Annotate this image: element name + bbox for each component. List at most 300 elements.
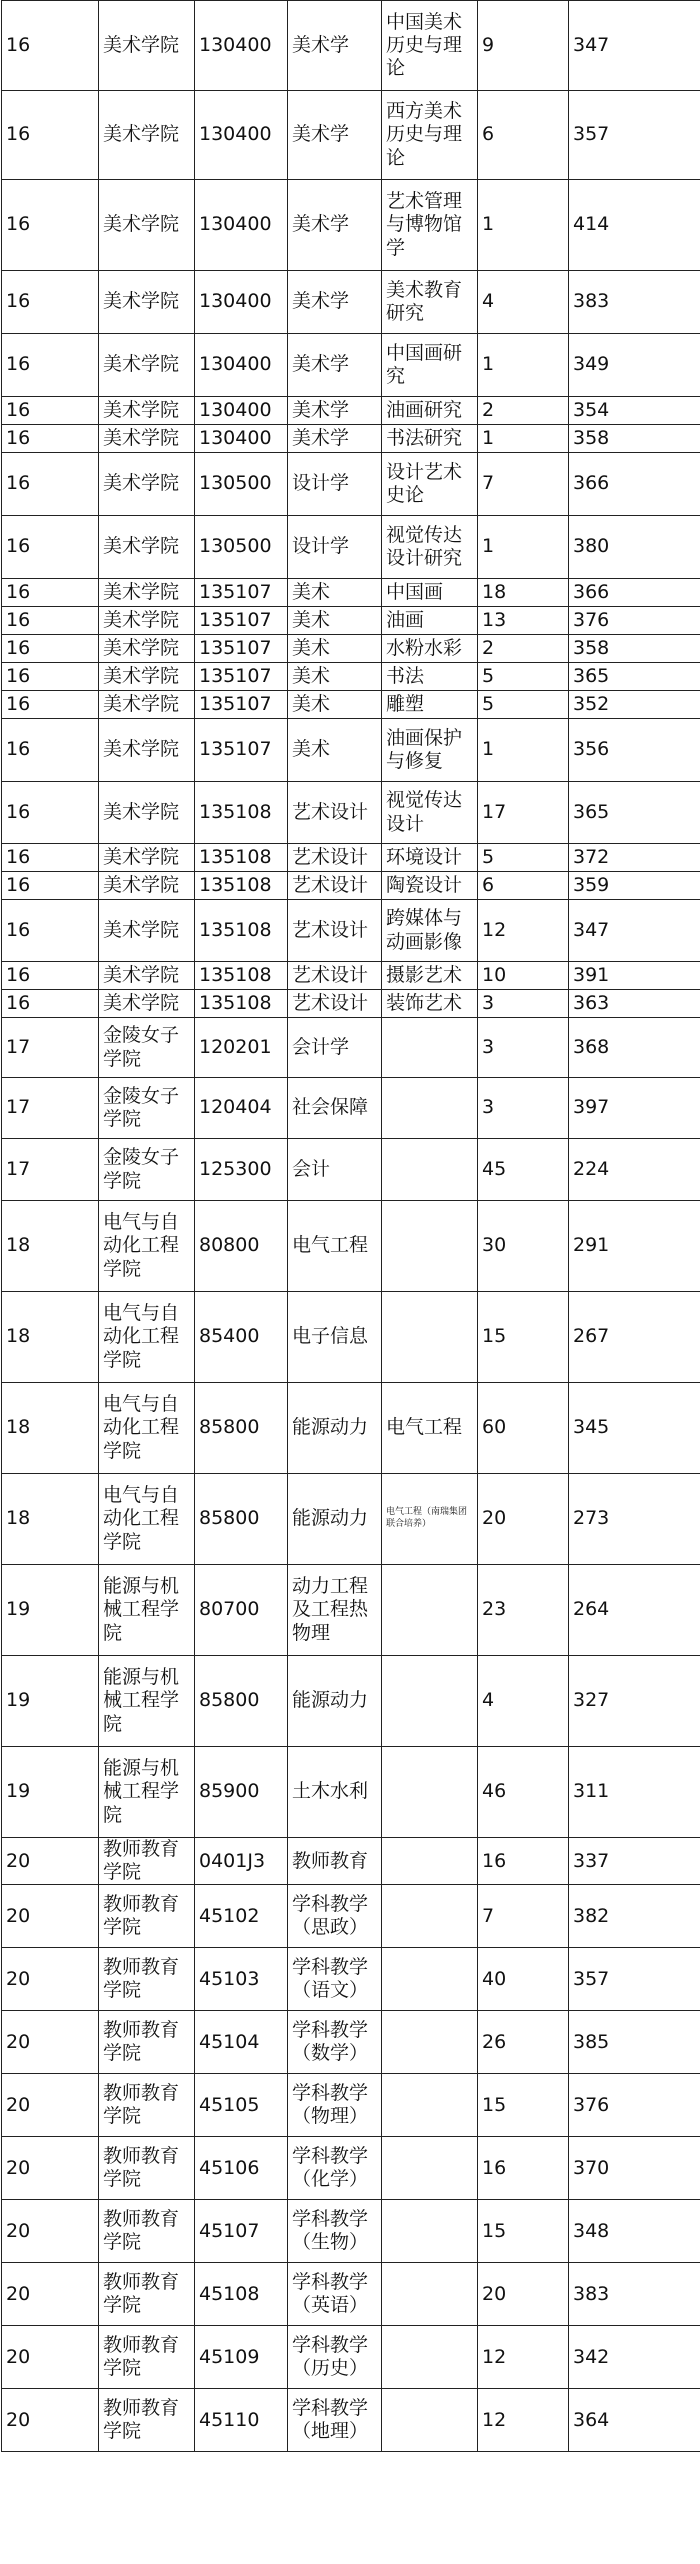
major-code-cell: 135107 [195, 663, 288, 691]
research-direction-cell: 环境设计 [382, 844, 478, 872]
major-name-cell: 能源动力 [288, 1474, 382, 1565]
department-no-cell: 20 [2, 2326, 99, 2389]
table-row [2, 453, 700, 516]
major-code-cell: 135108 [195, 782, 288, 844]
table-row [2, 691, 700, 719]
table-row [2, 719, 700, 782]
research-direction-cell: 摄影艺术 [382, 962, 478, 990]
admission-quota-cell: 1 [478, 719, 569, 782]
department-no-cell: 20 [2, 2074, 99, 2137]
school-cell: 美术学院 [99, 425, 195, 453]
department-no-cell: 16 [2, 1, 99, 91]
department-no-cell: 19 [2, 1656, 99, 1747]
min-score-cell: 348 [569, 2200, 700, 2263]
table-row [2, 1139, 700, 1201]
min-score-cell: 397 [569, 1078, 700, 1139]
table-row [2, 2389, 700, 2452]
admission-quota-cell: 10 [478, 962, 569, 990]
major-code-cell: 45102 [195, 1885, 288, 1948]
min-score-cell: 311 [569, 1747, 700, 1838]
department-no-cell: 20 [2, 1948, 99, 2011]
department-no-cell: 20 [2, 2263, 99, 2326]
admission-quota-cell: 45 [478, 1139, 569, 1201]
major-code-cell: 45108 [195, 2263, 288, 2326]
major-code-cell: 125300 [195, 1139, 288, 1201]
min-score-cell: 291 [569, 1201, 700, 1292]
min-score-cell: 391 [569, 962, 700, 990]
admission-quota-cell: 4 [478, 1656, 569, 1747]
major-name-cell: 社会保障 [288, 1078, 382, 1139]
major-name-cell: 能源动力 [288, 1383, 382, 1474]
research-direction-cell: 中国画研究 [382, 334, 478, 397]
research-direction-cell: 水粉水彩 [382, 635, 478, 663]
min-score-cell: 365 [569, 782, 700, 844]
major-code-cell: 130400 [195, 1, 288, 91]
major-name-cell: 会计 [288, 1139, 382, 1201]
admission-quota-cell: 1 [478, 334, 569, 397]
department-no-cell: 20 [2, 1838, 99, 1885]
min-score-cell: 347 [569, 900, 700, 962]
school-cell: 美术学院 [99, 872, 195, 900]
major-code-cell: 135108 [195, 872, 288, 900]
research-direction-cell: 美术教育研究 [382, 271, 478, 334]
department-no-cell: 16 [2, 91, 99, 180]
research-direction-cell: 艺术管理与博物馆学 [382, 180, 478, 271]
major-code-cell: 135107 [195, 691, 288, 719]
research-direction-cell [382, 2011, 478, 2074]
school-cell: 美术学院 [99, 719, 195, 782]
major-code-cell: 85800 [195, 1656, 288, 1747]
major-code-cell: 45109 [195, 2326, 288, 2389]
research-direction-cell: 视觉传达设计研究 [382, 516, 478, 579]
research-direction-cell [382, 1292, 478, 1383]
department-no-cell: 18 [2, 1474, 99, 1565]
department-no-cell: 18 [2, 1201, 99, 1292]
research-direction-cell [382, 2389, 478, 2452]
major-code-cell: 135107 [195, 607, 288, 635]
department-no-cell: 16 [2, 334, 99, 397]
research-direction-cell [382, 1747, 478, 1838]
table-row [2, 579, 700, 607]
min-score-cell: 352 [569, 691, 700, 719]
department-no-cell: 16 [2, 271, 99, 334]
department-no-cell: 16 [2, 425, 99, 453]
min-score-cell: 382 [569, 1885, 700, 1948]
major-name-cell: 动力工程及工程热物理 [288, 1565, 382, 1656]
table-row [2, 1885, 700, 1948]
research-direction-cell: 油画研究 [382, 397, 478, 425]
major-code-cell: 120404 [195, 1078, 288, 1139]
department-no-cell: 16 [2, 453, 99, 516]
department-no-cell: 16 [2, 579, 99, 607]
department-no-cell: 20 [2, 2389, 99, 2452]
major-code-cell: 80700 [195, 1565, 288, 1656]
school-cell: 金陵女子学院 [99, 1018, 195, 1078]
min-score-cell: 366 [569, 453, 700, 516]
major-name-cell: 艺术设计 [288, 782, 382, 844]
department-no-cell: 16 [2, 663, 99, 691]
school-cell: 美术学院 [99, 579, 195, 607]
table-row [2, 607, 700, 635]
school-cell: 教师教育学院 [99, 2074, 195, 2137]
admission-quota-cell: 16 [478, 1838, 569, 1885]
admission-quota-cell: 20 [478, 2263, 569, 2326]
department-no-cell: 20 [2, 2137, 99, 2200]
major-name-cell: 电气工程 [288, 1201, 382, 1292]
min-score-cell: 380 [569, 516, 700, 579]
min-score-cell: 264 [569, 1565, 700, 1656]
research-direction-cell [382, 1885, 478, 1948]
table-row [2, 334, 700, 397]
department-no-cell: 16 [2, 635, 99, 663]
admission-quota-cell: 15 [478, 1292, 569, 1383]
admission-quota-cell: 1 [478, 180, 569, 271]
department-no-cell: 16 [2, 607, 99, 635]
table-row [2, 1656, 700, 1747]
major-code-cell: 85400 [195, 1292, 288, 1383]
admission-quota-cell: 9 [478, 1, 569, 91]
table-row [2, 2011, 700, 2074]
major-name-cell: 学科教学（英语） [288, 2263, 382, 2326]
major-name-cell: 美术学 [288, 397, 382, 425]
school-cell: 金陵女子学院 [99, 1078, 195, 1139]
major-name-cell: 学科教学（生物） [288, 2200, 382, 2263]
min-score-cell: 345 [569, 1383, 700, 1474]
admission-quota-cell: 30 [478, 1201, 569, 1292]
major-name-cell: 美术学 [288, 425, 382, 453]
major-code-cell: 130400 [195, 397, 288, 425]
major-name-cell: 美术 [288, 719, 382, 782]
admission-quota-cell: 1 [478, 516, 569, 579]
research-direction-cell: 电气工程 [382, 1383, 478, 1474]
department-no-cell: 20 [2, 2011, 99, 2074]
department-no-cell: 17 [2, 1018, 99, 1078]
admission-quota-cell: 18 [478, 579, 569, 607]
research-direction-cell: 书法研究 [382, 425, 478, 453]
school-cell: 教师教育学院 [99, 1885, 195, 1948]
admission-quota-cell: 12 [478, 2326, 569, 2389]
school-cell: 美术学院 [99, 962, 195, 990]
school-cell: 美术学院 [99, 1, 195, 91]
research-direction-cell: 设计艺术史论 [382, 453, 478, 516]
school-cell: 美术学院 [99, 607, 195, 635]
table-row [2, 844, 700, 872]
major-code-cell: 85900 [195, 1747, 288, 1838]
research-direction-cell: 油画 [382, 607, 478, 635]
major-name-cell: 美术学 [288, 271, 382, 334]
school-cell: 教师教育学院 [99, 1948, 195, 2011]
school-cell: 金陵女子学院 [99, 1139, 195, 1201]
department-no-cell: 16 [2, 719, 99, 782]
major-name-cell: 艺术设计 [288, 962, 382, 990]
admission-quota-cell: 6 [478, 91, 569, 180]
min-score-cell: 267 [569, 1292, 700, 1383]
school-cell: 能源与机械工程学院 [99, 1565, 195, 1656]
major-name-cell: 美术学 [288, 334, 382, 397]
school-cell: 能源与机械工程学院 [99, 1656, 195, 1747]
major-name-cell: 学科教学（思政） [288, 1885, 382, 1948]
table-row [2, 782, 700, 844]
major-code-cell: 45107 [195, 2200, 288, 2263]
min-score-cell: 327 [569, 1656, 700, 1747]
table-row [2, 180, 700, 271]
department-no-cell: 16 [2, 872, 99, 900]
school-cell: 美术学院 [99, 844, 195, 872]
admission-quota-cell: 16 [478, 2137, 569, 2200]
major-name-cell: 美术 [288, 635, 382, 663]
research-direction-cell: 油画保护与修复 [382, 719, 478, 782]
admission-quota-cell: 15 [478, 2200, 569, 2263]
admission-quota-cell: 60 [478, 1383, 569, 1474]
admission-quota-cell: 3 [478, 990, 569, 1018]
min-score-cell: 356 [569, 719, 700, 782]
major-name-cell: 美术学 [288, 1, 382, 91]
major-code-cell: 45110 [195, 2389, 288, 2452]
school-cell: 教师教育学院 [99, 2389, 195, 2452]
major-code-cell: 45105 [195, 2074, 288, 2137]
major-name-cell: 学科教学（语文） [288, 1948, 382, 2011]
min-score-cell: 365 [569, 663, 700, 691]
major-code-cell: 120201 [195, 1018, 288, 1078]
major-name-cell: 能源动力 [288, 1656, 382, 1747]
school-cell: 电气与自动化工程学院 [99, 1201, 195, 1292]
min-score-cell: 376 [569, 2074, 700, 2137]
department-no-cell: 18 [2, 1383, 99, 1474]
major-name-cell: 美术 [288, 607, 382, 635]
admission-quota-cell: 5 [478, 691, 569, 719]
major-code-cell: 135108 [195, 900, 288, 962]
major-code-cell: 130400 [195, 425, 288, 453]
min-score-cell: 368 [569, 1018, 700, 1078]
table-row [2, 1383, 700, 1474]
table-row [2, 1, 700, 91]
admission-quota-cell: 2 [478, 635, 569, 663]
min-score-cell: 414 [569, 180, 700, 271]
major-name-cell: 学科教学（历史） [288, 2326, 382, 2389]
min-score-cell: 366 [569, 579, 700, 607]
school-cell: 美术学院 [99, 663, 195, 691]
major-name-cell: 美术 [288, 579, 382, 607]
table-row [2, 2326, 700, 2389]
school-cell: 教师教育学院 [99, 2263, 195, 2326]
min-score-cell: 357 [569, 1948, 700, 2011]
school-cell: 电气与自动化工程学院 [99, 1474, 195, 1565]
research-direction-cell [382, 1201, 478, 1292]
department-no-cell: 16 [2, 516, 99, 579]
research-direction-cell [382, 1948, 478, 2011]
research-direction-cell: 电气工程（南瑞集团联合培养） [382, 1474, 478, 1565]
min-score-cell: 337 [569, 1838, 700, 1885]
admission-quota-cell: 13 [478, 607, 569, 635]
admission-quota-cell: 40 [478, 1948, 569, 2011]
school-cell: 教师教育学院 [99, 2200, 195, 2263]
research-direction-cell: 雕塑 [382, 691, 478, 719]
major-name-cell: 设计学 [288, 453, 382, 516]
department-no-cell: 16 [2, 990, 99, 1018]
department-no-cell: 16 [2, 397, 99, 425]
school-cell: 教师教育学院 [99, 2011, 195, 2074]
table-row [2, 900, 700, 962]
major-name-cell: 会计学 [288, 1018, 382, 1078]
major-code-cell: 135108 [195, 990, 288, 1018]
admission-quota-cell: 3 [478, 1018, 569, 1078]
admission-quota-cell: 1 [478, 425, 569, 453]
table-row [2, 872, 700, 900]
admission-quota-cell: 12 [478, 2389, 569, 2452]
major-code-cell: 130400 [195, 334, 288, 397]
school-cell: 美术学院 [99, 516, 195, 579]
major-code-cell: 45104 [195, 2011, 288, 2074]
department-no-cell: 16 [2, 782, 99, 844]
research-direction-cell: 西方美术历史与理论 [382, 91, 478, 180]
admission-quota-cell: 12 [478, 900, 569, 962]
department-no-cell: 16 [2, 844, 99, 872]
admission-quota-cell: 5 [478, 844, 569, 872]
table-row [2, 91, 700, 180]
min-score-cell: 364 [569, 2389, 700, 2452]
research-direction-cell [382, 1656, 478, 1747]
admission-quota-cell: 26 [478, 2011, 569, 2074]
major-name-cell: 土木水利 [288, 1747, 382, 1838]
min-score-cell: 347 [569, 1, 700, 91]
major-name-cell: 艺术设计 [288, 872, 382, 900]
table-row [2, 425, 700, 453]
major-name-cell: 美术学 [288, 180, 382, 271]
research-direction-cell [382, 1565, 478, 1656]
school-cell: 美术学院 [99, 900, 195, 962]
major-name-cell: 电子信息 [288, 1292, 382, 1383]
major-name-cell: 美术 [288, 663, 382, 691]
table-row [2, 2200, 700, 2263]
school-cell: 美术学院 [99, 453, 195, 516]
major-code-cell: 135107 [195, 635, 288, 663]
table-row [2, 271, 700, 334]
table-row [2, 2074, 700, 2137]
min-score-cell: 354 [569, 397, 700, 425]
major-code-cell: 135108 [195, 962, 288, 990]
major-code-cell: 130400 [195, 91, 288, 180]
major-code-cell: 85800 [195, 1474, 288, 1565]
min-score-cell: 363 [569, 990, 700, 1018]
table-row [2, 1201, 700, 1292]
major-code-cell: 130500 [195, 453, 288, 516]
admission-quota-cell: 17 [478, 782, 569, 844]
research-direction-cell [382, 1139, 478, 1201]
admission-quota-cell: 23 [478, 1565, 569, 1656]
major-code-cell: 135107 [195, 719, 288, 782]
admission-score-table [1, 0, 700, 2452]
min-score-cell: 383 [569, 271, 700, 334]
research-direction-cell: 中国画 [382, 579, 478, 607]
major-name-cell: 美术 [288, 691, 382, 719]
admission-quota-cell: 4 [478, 271, 569, 334]
major-name-cell: 教师教育 [288, 1838, 382, 1885]
major-code-cell: 45106 [195, 2137, 288, 2200]
department-no-cell: 17 [2, 1139, 99, 1201]
school-cell: 美术学院 [99, 635, 195, 663]
department-no-cell: 16 [2, 180, 99, 271]
table-row [2, 1565, 700, 1656]
department-no-cell: 20 [2, 2200, 99, 2263]
min-score-cell: 224 [569, 1139, 700, 1201]
min-score-cell: 342 [569, 2326, 700, 2389]
admission-quota-cell: 2 [478, 397, 569, 425]
table-row [2, 2137, 700, 2200]
department-no-cell: 16 [2, 900, 99, 962]
table-row [2, 663, 700, 691]
school-cell: 美术学院 [99, 91, 195, 180]
admission-quota-cell: 7 [478, 1885, 569, 1948]
research-direction-cell [382, 2200, 478, 2263]
research-direction-cell [382, 1078, 478, 1139]
table-row [2, 516, 700, 579]
major-code-cell: 80800 [195, 1201, 288, 1292]
major-code-cell: 130500 [195, 516, 288, 579]
admission-quota-cell: 7 [478, 453, 569, 516]
table-row [2, 397, 700, 425]
school-cell: 能源与机械工程学院 [99, 1747, 195, 1838]
table-row [2, 1948, 700, 2011]
admission-quota-cell: 3 [478, 1078, 569, 1139]
major-code-cell: 130400 [195, 180, 288, 271]
major-name-cell: 学科教学（物理） [288, 2074, 382, 2137]
department-no-cell: 20 [2, 1885, 99, 1948]
research-direction-cell [382, 2326, 478, 2389]
school-cell: 美术学院 [99, 334, 195, 397]
research-direction-cell: 中国美术历史与理论 [382, 1, 478, 91]
department-no-cell: 16 [2, 962, 99, 990]
min-score-cell: 376 [569, 607, 700, 635]
school-cell: 电气与自动化工程学院 [99, 1292, 195, 1383]
min-score-cell: 383 [569, 2263, 700, 2326]
table-row [2, 1474, 700, 1565]
major-name-cell: 学科教学（化学） [288, 2137, 382, 2200]
min-score-cell: 385 [569, 2011, 700, 2074]
table-row [2, 1292, 700, 1383]
research-direction-cell: 视觉传达设计 [382, 782, 478, 844]
research-direction-cell: 装饰艺术 [382, 990, 478, 1018]
school-cell: 教师教育学院 [99, 2326, 195, 2389]
major-name-cell: 美术学 [288, 91, 382, 180]
school-cell: 电气与自动化工程学院 [99, 1383, 195, 1474]
major-name-cell: 学科教学（数学） [288, 2011, 382, 2074]
research-direction-cell [382, 2074, 478, 2137]
department-no-cell: 19 [2, 1747, 99, 1838]
major-code-cell: 135108 [195, 844, 288, 872]
research-direction-cell: 陶瓷设计 [382, 872, 478, 900]
research-direction-cell [382, 2137, 478, 2200]
research-direction-cell [382, 1838, 478, 1885]
major-code-cell: 45103 [195, 1948, 288, 2011]
research-direction-cell [382, 2263, 478, 2326]
min-score-cell: 358 [569, 635, 700, 663]
research-direction-cell: 书法 [382, 663, 478, 691]
table-row [2, 2263, 700, 2326]
major-name-cell: 设计学 [288, 516, 382, 579]
min-score-cell: 372 [569, 844, 700, 872]
school-cell: 美术学院 [99, 397, 195, 425]
major-code-cell: 130400 [195, 271, 288, 334]
school-cell: 教师教育学院 [99, 1838, 195, 1885]
min-score-cell: 370 [569, 2137, 700, 2200]
admission-quota-cell: 46 [478, 1747, 569, 1838]
table-row [2, 1018, 700, 1078]
table-row [2, 1747, 700, 1838]
major-name-cell: 艺术设计 [288, 900, 382, 962]
major-code-cell: 85800 [195, 1383, 288, 1474]
min-score-cell: 359 [569, 872, 700, 900]
table-row [2, 1078, 700, 1139]
